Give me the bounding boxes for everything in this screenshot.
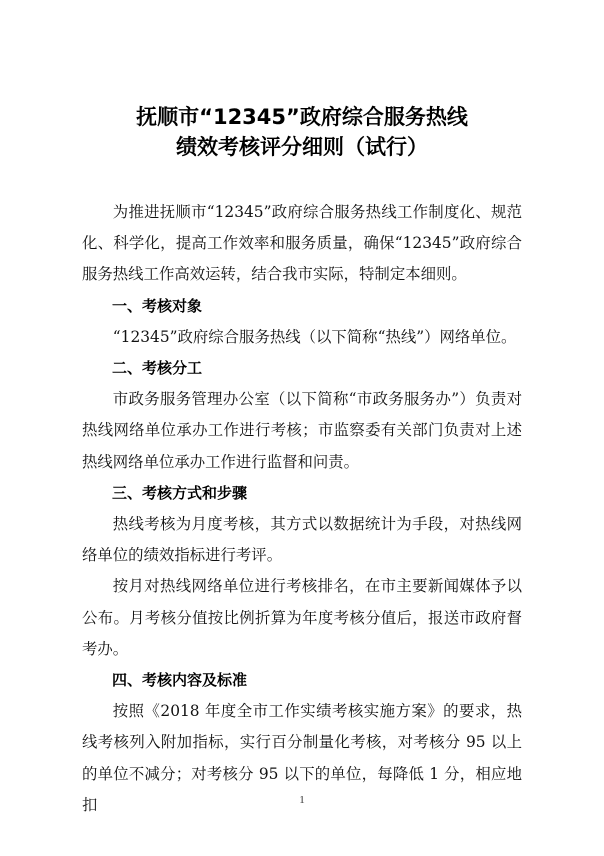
page-number: 1 xyxy=(299,794,305,806)
section-1-paragraph-1: “12345”政府综合服务热线（以下简称“热线”）网络单位。 xyxy=(112,327,517,346)
intro-paragraph: 为推进抚顺市“12345”政府综合服务热线工作制度化、规范化、科学化，提高工作效率和服务质量，确保“12345”政府综合服务热线工作高效运转，结合我市实际，特制定本细则。 xyxy=(82,203,522,284)
section-3-paragraph-2: 按月对热线网络单位进行考核排名，在市主要新闻媒体予以公布。月考核分值按比例折算为年度考核分值后，报送市政府督考办。 xyxy=(82,577,522,658)
section-4-paragraph-1: 按照《2018 年度全市工作实绩考核实施方案》的要求，热线考核列入附加指标，实行百分制量化考核，对考核分 95 以上的单位不减分；对考核分 95 以下的单位，每降低 1 分，相应地扣 xyxy=(82,702,522,814)
document-title-line2: 绩效考核评分细则（试行） xyxy=(176,135,428,159)
section-heading-1: 一、考核对象 xyxy=(112,296,203,315)
section-heading-2: 二、考核分工 xyxy=(112,359,203,378)
document-body xyxy=(82,197,522,821)
document-title-line1: 抚顺市“12345”政府综合服务热线 xyxy=(136,105,468,129)
section-heading-3: 三、考核方式和步骤 xyxy=(112,483,248,502)
section-heading-4: 四、考核内容及标准 xyxy=(112,671,248,690)
section-3-paragraph-1: 热线考核为月度考核，其方式以数据统计为手段，对热线网络单位的绩效指标进行考评。 xyxy=(82,515,522,565)
section-2-paragraph-1: 市政务服务管理办公室（以下简称“市政务服务办”）负责对热线网络单位承办工作进行考核；市监察委有关部门负责对上述热线网络单位承办工作进行监督和问责。 xyxy=(82,390,522,471)
